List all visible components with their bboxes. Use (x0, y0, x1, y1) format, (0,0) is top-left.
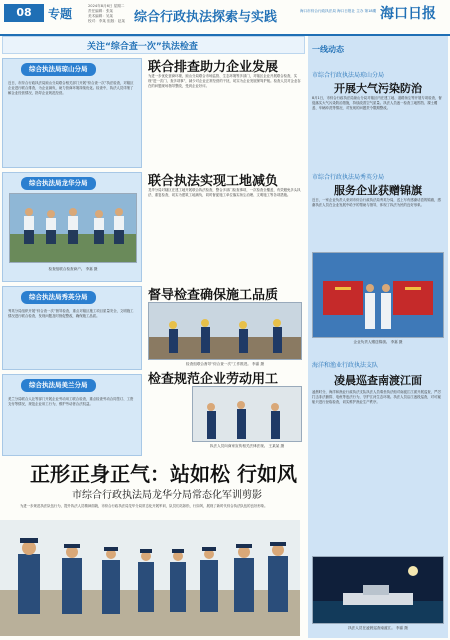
photo-site-check (148, 302, 302, 360)
box-body: 近日，市综合行政执法局琼山分局联合相关部门开展“综合查一次”执法检查，对辖区企业进行联合排查，为企业减负，助力营商环境持续优化。检查中，执法人员详细了解企业经营情况，指导企业规范经营。 (8, 81, 134, 96)
district-box (2, 286, 142, 370)
photo-caption: 执法人员向商家宣传相关法律法规。 王某某 摄 (209, 444, 285, 448)
feature-body: 为进一步规范执法队伍行为，提升执法人员精神面貌，市综合行政执法局龙华分局常态化开展军训，队员们站如松、行如风，展现了新时代综合执法队伍的良好形象。 (20, 504, 268, 508)
right-section-label: 一线动态 (312, 45, 344, 54)
news-source: 市综合行政执法局秀英分局 (312, 174, 385, 181)
news-title: 服务企业获赠锦旗 (334, 184, 422, 197)
section-label: 专题 (48, 7, 73, 21)
header-meta (88, 4, 132, 24)
article-title: 督导检查确保施工品质 (148, 288, 279, 303)
photo-labor-check (192, 386, 302, 442)
feature-title: 正形正身正气：站如松 行如风 (30, 462, 297, 486)
box-body: 秀英分局组织开展“综合查一次”督导检查，重点对辖区施工项目质量安全、文明施工情况进行联合检查，发现问题及时督促整改，确保施工品质。 (8, 309, 134, 319)
district-tag: 综合执法局秀英分局 (21, 291, 96, 304)
article-title: 联合排查助力企业发展 (148, 60, 279, 75)
article-title: 联合执法实现工地减负 (148, 174, 279, 189)
meta-line: 2024年8月6日 星期二 (88, 4, 125, 8)
photo-caption: 检查组联合督导“综合查一次”工作推进。 李嘉 摄 (186, 362, 264, 366)
news-body: 近日，一家企业负责人来到市综合行政执法局秀英分局，送上写有感谢话语的锦旗，感谢执法人员在企业发展中给予的帮助与指导，体现了执法为民的良好形象。 (312, 198, 441, 208)
header-subtitle: 海口市综合行政执法局 海口日报社 主办 第18期 (300, 9, 377, 13)
district-tag: 综合执法局美兰分局 (21, 379, 96, 392)
photo-military-drill (0, 520, 300, 636)
district-tag: 综合执法局琼山分局 (21, 63, 96, 76)
page-number: 08 (4, 4, 44, 22)
district-tag: 综合执法局龙华分局 (21, 177, 96, 190)
news-body: 凌晨时分，海洋和渔业行政执法支队执法人员乘坐执法船对南渡江江面开展巡查，严厉打击非法捕捞、电鱼等违法行为，守护江河生态环境。执法人员沿江逐段巡查，对可疑船只进行登临检查，切实维护渔业生产秩序。 (312, 390, 441, 405)
photo-inspection (9, 193, 137, 263)
article-title: 检查规范企业劳动用工 (148, 372, 279, 387)
feature-subtitle: 市综合行政执法局龙华分局常态化军训剪影 (72, 490, 262, 501)
photo-caption: 企业负责人赠送锦旗。 李嘉 摄 (353, 340, 403, 344)
news-title: 凌晨巡查南渡江面 (334, 374, 422, 387)
district-box (2, 58, 142, 168)
focus-banner (2, 36, 305, 54)
page-title: 综合行政执法探索与实践 (134, 10, 278, 25)
photo-banner-gift (312, 252, 444, 338)
article-body: 为进一步优化营商环境，琼山分局联合市场监管、生态环境等多部门，对辖区企业开展联合检查，实现“进一次门、查多项事”，减少对企业正常经营的干扰，切实为企业发展保驾护航。检查人员对企业存在的问题现场指导整改，受到企业好评。 (148, 74, 301, 89)
news-source: 海洋和渔业行政执法支队 (312, 362, 379, 369)
box-body: 美兰分局联合人社等部门开展企业劳动用工联合检查，重点检查劳动合同签订、工资支付等情况，规范企业用工行为，维护劳动者合法权益。 (8, 397, 134, 407)
photo-night-patrol (312, 556, 444, 624)
article-body: 龙华分局对辖区在建工地开展联合执法检查，整合多部门检查事项，一次检查全覆盖，有效避免多头执法、重复检查，切实为建筑工地减负，同时督促施工单位落实扬尘治理、文明施工等各项措施。 (148, 188, 301, 198)
news-title: 开展大气污染防治 (334, 82, 422, 95)
photo-caption: 检查组联合检查商户。 李嘉 摄 (48, 267, 98, 271)
news-source: 市综合行政执法局琼山分局 (312, 72, 385, 79)
district-box (2, 172, 142, 282)
left-column (2, 36, 305, 476)
meta-line: 校对：李某 组版：赵某 (88, 19, 126, 23)
district-box (2, 374, 142, 456)
focus-banner-text: 关注“综合查一次”执法检查 (87, 42, 198, 52)
meta-line: 美术编辑：吴某 (88, 14, 114, 18)
photo-caption: 执法人员在凌晨巡查南渡江。 李嘉 摄 (348, 626, 408, 630)
newspaper-logo: 海口日报 (380, 6, 436, 22)
news-body: 8月1日，市综合行政执法局琼山分局对辖区内在建工地、道路扬尘等开展专项检查，督促落实大气污染防治措施，持续改善空气质量。执法人员逐一检查工地围挡、裸土覆盖、车辆冲洗等情况，对发现的问题责令限期整改。 (312, 96, 442, 111)
meta-line: 责任编辑：张某 (88, 9, 114, 13)
